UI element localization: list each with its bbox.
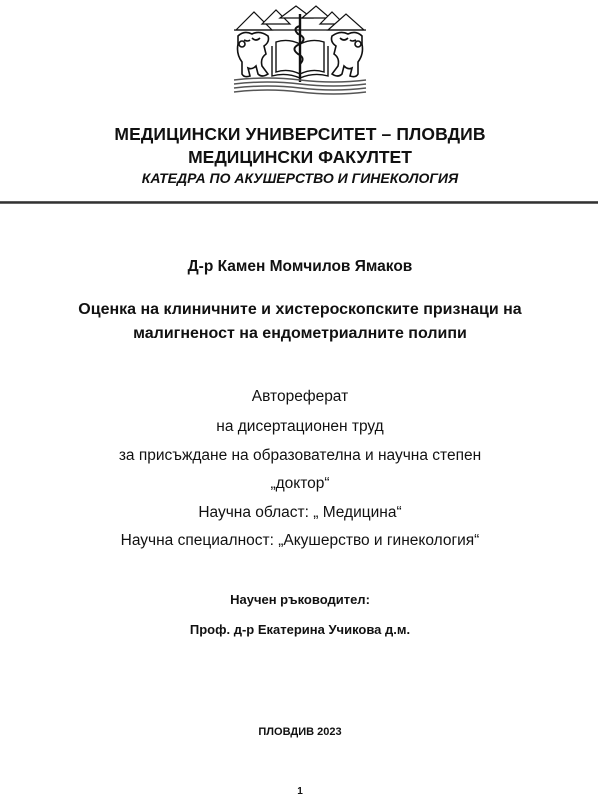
scientific-field: Научна област: „ Медицина“ [198, 504, 402, 521]
author-name: Д-р Камен Момчилов Ямаков [187, 258, 413, 275]
header-divider [0, 201, 598, 204]
supervisor-name: Проф. д-р Екатерина Учикова д.м. [189, 622, 411, 637]
university-emblem-icon [232, 4, 368, 96]
document-type: Автореферат [251, 388, 349, 405]
university-name: МЕДИЦИНСКИ УНИВЕРСИТЕТ – ПЛОВДИВ [114, 124, 486, 144]
page-number: 1 [297, 786, 303, 797]
thesis-title-line-2: малигненост на ендометриалните полипи [133, 325, 467, 342]
faculty-name: МЕДИЦИНСКИ ФАКУЛТЕТ [188, 147, 412, 167]
supervisor-label: Научен ръководител: [230, 592, 370, 607]
degree-name: „доктор“ [270, 475, 330, 492]
city-year: ПЛОВДИВ 2023 [258, 726, 342, 738]
scientific-specialty: Научна специалност: „Акушерство и гинекология“ [120, 532, 480, 549]
description-line-3: за присъждане на образователна и научна степен [118, 447, 482, 464]
description-line-2: на дисертационен труд [216, 418, 384, 435]
department-name: КАТЕДРА ПО АКУШЕРСТВО И ГИНЕКОЛОГИЯ [141, 170, 459, 186]
thesis-title-line-1: Оценка на клиничните и хистероскопските признаци на [78, 301, 522, 318]
